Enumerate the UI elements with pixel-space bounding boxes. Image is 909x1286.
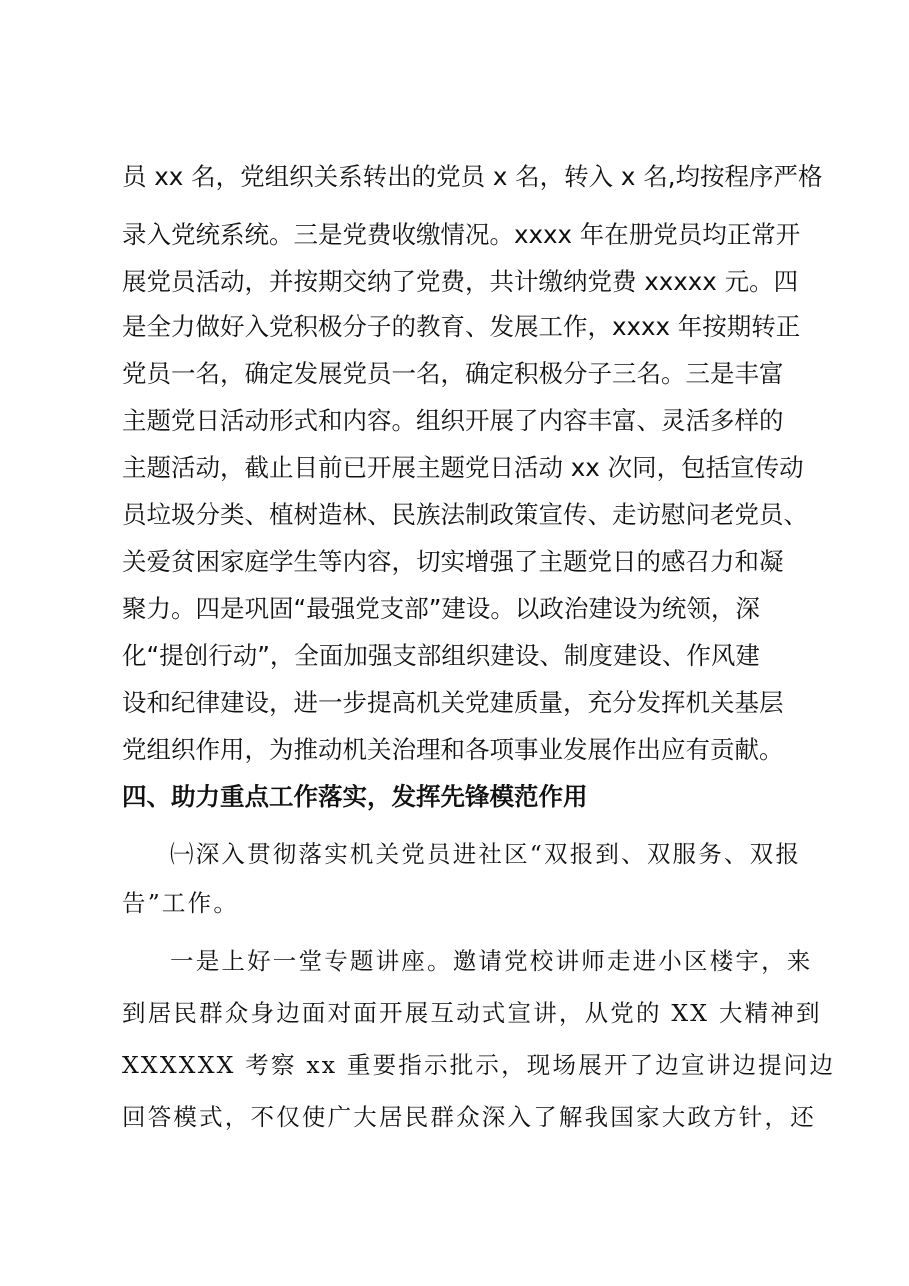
paragraph-line: 员垃圾分类、植树造林、民族法制政策宣传、走访慰问老党员、	[122, 500, 808, 529]
paragraph-line: 化“提创行动”，全面加强支部组织建设、制度建设、作风建	[122, 641, 760, 670]
paragraph-line: 关爱贫困家庭学生等内容，切实增强了主题党日的感召力和凝	[122, 547, 784, 576]
paragraph-line: 员 xx 名，党组织关系转出的党员 x 名，转入 x 名,均按程序严格	[122, 162, 823, 191]
paragraph-line: XXXXXX 考察 xx 重要指示批示，现场展开了边宣讲边提问边	[122, 1051, 836, 1079]
paragraph-line: 回答模式，不仅使广大居民群众深入了解我国家大政方针，还	[122, 1103, 816, 1131]
paragraph-line: 是全力做好入党积极分子的教育、发展工作，xxxx 年按期转正	[122, 312, 801, 341]
subheading-line: 告”工作。	[122, 889, 240, 917]
paragraph-line: 主题活动，截止目前已开展主题党日活动 xx 次同，包括宣传动	[122, 453, 804, 482]
paragraph-line: 到居民群众身边面对面开展互动式宣讲，从党的 XX 大精神到	[122, 999, 822, 1027]
paragraph-line: 展党员活动，并按期交纳了党费，共计缴纳党费 xxxxx 元。四	[122, 267, 799, 296]
paragraph-line: 设和纪律建设，进一步提高机关党建质量，充分发挥机关基层	[122, 688, 784, 717]
paragraph-line: 主题党日活动形式和内容。组织开展了内容丰富、灵活多样的	[122, 406, 784, 435]
paragraph-line: 聚力。四是巩固“最强党支部”建设。以政治建设为统领，深	[122, 594, 760, 623]
section-heading: 四、助力重点工作落实，发挥先锋模范作用	[122, 782, 588, 811]
subheading-line: ㈠深入贯彻落实机关党员进社区“双报到、双服务、双报	[170, 840, 802, 868]
paragraph-line: 录入党统系统。三是党费收缴情况。xxxx 年在册党员均正常开	[122, 220, 801, 249]
paragraph-line: 党组织作用，为推动机关治理和各项事业发展作出应有贡献。	[122, 735, 784, 764]
paragraph-line: 一是上好一堂专题讲座。邀请党校讲师走进小区楼宇，来	[170, 947, 813, 975]
paragraph-line: 党员一名，确定发展党员一名，确定积极分子三名。三是丰富	[122, 359, 784, 388]
